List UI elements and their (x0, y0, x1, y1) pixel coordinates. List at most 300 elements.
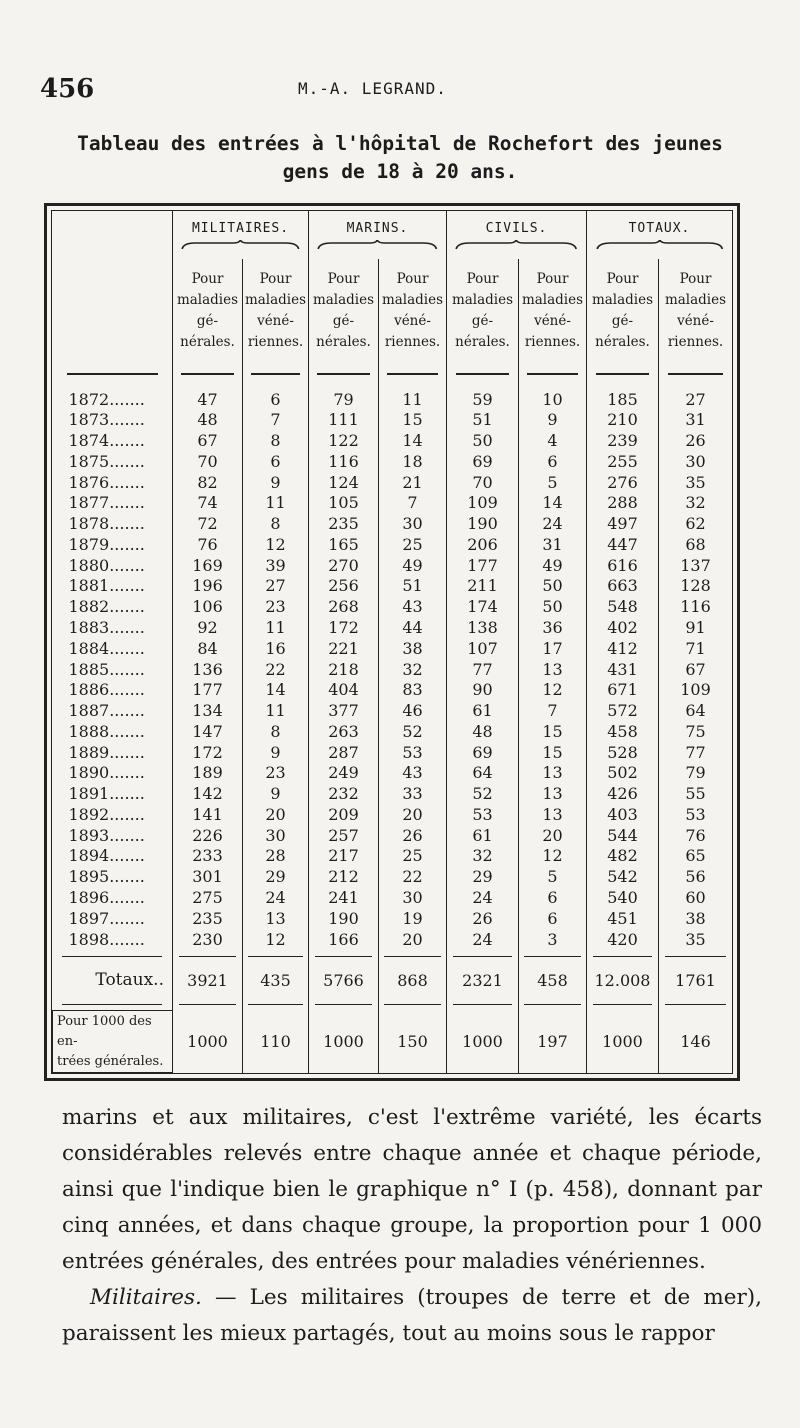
table-cell: 122 (309, 431, 379, 452)
column-rule (67, 373, 158, 375)
table-cell: 166 (309, 929, 379, 950)
separator-rule (62, 956, 162, 957)
per-1000-cell: 110 (243, 1011, 309, 1073)
table-cell: 257 (309, 825, 379, 846)
table-cell: 426 (587, 784, 659, 805)
table-cell: 196 (173, 576, 243, 597)
table-cell: 77 (659, 742, 733, 763)
row-year: 1880....... (68, 555, 145, 575)
paragraph-2-text: — Les militaires (troupes de terre et de mer), paraissent les mieux partagés, tout au moins sous le rappor (62, 1285, 762, 1346)
table-cell: 276 (587, 472, 659, 493)
row-year: 1881....... (68, 576, 145, 596)
separator-rule (453, 1004, 513, 1005)
table-cell: 30 (659, 452, 733, 473)
table-row (53, 618, 733, 639)
table-cell: 43 (379, 763, 447, 784)
brace-icon (181, 240, 300, 250)
table-cell: 91 (659, 618, 733, 639)
table-title (40, 130, 760, 186)
table-cell: 23 (243, 763, 309, 784)
table-cell: 233 (173, 846, 243, 867)
table-cell: 65 (659, 846, 733, 867)
row-year: 1876....... (68, 472, 145, 492)
table-cell: 32 (379, 659, 447, 680)
running-title-author: M.-A. LEGRAND. (298, 79, 447, 98)
separator-rule (524, 1004, 580, 1005)
table-cell: 82 (173, 472, 243, 493)
table-cell: 64 (659, 701, 733, 722)
per-1000-cell: 1000 (309, 1011, 379, 1073)
table-cell: 185 (587, 389, 659, 410)
table-row (53, 514, 733, 535)
row-year: 1873....... (68, 410, 145, 430)
table-cell: 190 (447, 514, 519, 535)
row-year: 1879....... (68, 534, 145, 554)
separator-rule (665, 1004, 726, 1005)
table-cell: 61 (447, 825, 519, 846)
table-cell: 671 (587, 680, 659, 701)
table-cell: 431 (587, 659, 659, 680)
sub-header-word: maladies (521, 292, 584, 308)
table-cell: 24 (243, 888, 309, 909)
table-cell: 230 (173, 929, 243, 950)
table-cell: 35 (659, 929, 733, 950)
sub-header-word: Pour (396, 271, 429, 287)
table-cell: 263 (309, 721, 379, 742)
table-cell: 13 (243, 908, 309, 929)
table-cell: 23 (243, 597, 309, 618)
table-cell: 84 (173, 638, 243, 659)
table-cell: 5 (519, 472, 587, 493)
table-row (53, 721, 733, 742)
table-cell: 142 (173, 784, 243, 805)
sub-header-word: véné- (677, 313, 714, 329)
per-1000-cell: 1000 (173, 1011, 243, 1073)
table-row (53, 410, 733, 431)
sub-header-venereal (519, 259, 587, 363)
table-row (53, 576, 733, 597)
table-cell: 7 (379, 493, 447, 514)
sub-header-word: nérales. (180, 334, 235, 350)
table-cell: 56 (659, 867, 733, 888)
table-cell: 12 (243, 929, 309, 950)
table-cell: 226 (173, 825, 243, 846)
separator-rule (179, 1004, 237, 1005)
table-row (53, 888, 733, 909)
column-rule (181, 373, 233, 375)
column-rule (251, 373, 300, 375)
table-row (53, 784, 733, 805)
row-year: 1872....... (68, 389, 145, 409)
table-cell: 68 (659, 535, 733, 556)
table-cell: 482 (587, 846, 659, 867)
row-year: 1890....... (68, 763, 145, 783)
sub-header-word: maladies (591, 292, 654, 308)
table-cell: 540 (587, 888, 659, 909)
table-cell: 53 (379, 742, 447, 763)
table-cell: 60 (659, 888, 733, 909)
sub-header-word: gé- (471, 313, 494, 329)
table-cell: 69 (447, 742, 519, 763)
table-cell: 107 (447, 638, 519, 659)
table-row (53, 452, 733, 473)
per-1000-cell: 1000 (587, 1011, 659, 1073)
table-cell: 53 (447, 805, 519, 826)
totals-cell: 12.008 (587, 962, 659, 998)
table-cell: 451 (587, 908, 659, 929)
sub-header-general (447, 259, 519, 363)
sub-header-word: Pour (536, 271, 569, 287)
table-cell: 128 (659, 576, 733, 597)
totals-cell: 1761 (659, 962, 733, 998)
table-cell: 15 (379, 410, 447, 431)
table-cell: 116 (309, 452, 379, 473)
table-cell: 20 (243, 805, 309, 826)
table-row (53, 805, 733, 826)
row-year: 1893....... (68, 825, 145, 845)
table-cell: 83 (379, 680, 447, 701)
row-year: 1887....... (68, 701, 145, 721)
table-cell: 403 (587, 805, 659, 826)
sub-header-word: gé- (611, 313, 634, 329)
table-cell: 9 (243, 742, 309, 763)
table-cell: 616 (587, 555, 659, 576)
table-cell: 239 (587, 431, 659, 452)
table-cell: 79 (309, 389, 379, 410)
row-year: 1894....... (68, 846, 145, 866)
table-cell: 141 (173, 805, 243, 826)
group-header-totaux: TOTAUX. (587, 211, 733, 259)
table-cell: 55 (659, 784, 733, 805)
sub-header-word: maladies (312, 292, 375, 308)
sub-header-word: maladies (664, 292, 727, 308)
table-cell: 16 (243, 638, 309, 659)
row-year: 1882....... (68, 597, 145, 617)
table-cell: 548 (587, 597, 659, 618)
table-cell: 136 (173, 659, 243, 680)
table-cell: 109 (659, 680, 733, 701)
table-cell: 270 (309, 555, 379, 576)
table-cell: 59 (447, 389, 519, 410)
table-cell: 52 (379, 721, 447, 742)
table-cell: 402 (587, 618, 659, 639)
table-row (53, 535, 733, 556)
table-cell: 33 (379, 784, 447, 805)
separator-rule (248, 1004, 303, 1005)
row-year: 1878....... (68, 514, 145, 534)
table-cell: 542 (587, 867, 659, 888)
table-cell: 11 (243, 701, 309, 722)
table-cell: 420 (587, 929, 659, 950)
sub-header-word: Pour (679, 271, 712, 287)
sub-header-word: maladies (381, 292, 444, 308)
table-cell: 76 (173, 535, 243, 556)
table-row (53, 493, 733, 514)
table-row (53, 763, 733, 784)
sub-header-word: Pour (466, 271, 499, 287)
separator-rule (384, 956, 440, 957)
table-cell: 32 (447, 846, 519, 867)
table-cell: 90 (447, 680, 519, 701)
table-cell: 13 (519, 784, 587, 805)
table-cell: 24 (519, 514, 587, 535)
table-cell: 8 (243, 721, 309, 742)
separator-rule (384, 1004, 440, 1005)
table-cell: 19 (379, 908, 447, 929)
sub-header-general (173, 259, 243, 363)
table-cell: 14 (379, 431, 447, 452)
row-year: 1883....... (68, 618, 145, 638)
row-year: 1886....... (68, 680, 145, 700)
table-row (53, 472, 733, 493)
separator-rule (62, 1004, 162, 1005)
table-cell: 29 (243, 867, 309, 888)
table-cell: 447 (587, 535, 659, 556)
table-cell: 6 (519, 888, 587, 909)
table-cell: 75 (659, 721, 733, 742)
table-cell: 18 (379, 452, 447, 473)
table-cell: 212 (309, 867, 379, 888)
table-cell: 116 (659, 597, 733, 618)
sub-header-word: maladies (176, 292, 239, 308)
table-cell: 663 (587, 576, 659, 597)
table-cell: 79 (659, 763, 733, 784)
separator-rule (453, 956, 513, 957)
separator-rule (593, 956, 653, 957)
table-cell: 17 (519, 638, 587, 659)
row-year: 1877....... (68, 493, 145, 513)
sub-header-word: nérales. (316, 334, 371, 350)
separator-rule (665, 956, 726, 957)
totals-cell: 435 (243, 962, 309, 998)
totals-cell: 458 (519, 962, 587, 998)
table-cell: 572 (587, 701, 659, 722)
row-year: 1892....... (68, 804, 145, 824)
table-cell: 12 (243, 535, 309, 556)
table-cell: 13 (519, 763, 587, 784)
table-cell: 412 (587, 638, 659, 659)
row-year: 1884....... (68, 638, 145, 658)
table-row (53, 908, 733, 929)
table-cell: 137 (659, 555, 733, 576)
table-cell: 70 (173, 452, 243, 473)
table-cell: 30 (379, 888, 447, 909)
sub-header-word: riennes. (524, 334, 581, 350)
table-cell: 30 (379, 514, 447, 535)
table-cell: 30 (243, 825, 309, 846)
table-row (53, 846, 733, 867)
per-1000-cell: 150 (379, 1011, 447, 1073)
table-cell: 70 (447, 472, 519, 493)
table-cell: 4 (519, 431, 587, 452)
table-cell: 458 (587, 721, 659, 742)
table-cell: 28 (243, 846, 309, 867)
corner-cell (53, 211, 173, 363)
page-number: 456 (40, 74, 95, 104)
table-cell: 377 (309, 701, 379, 722)
column-rule (527, 373, 578, 375)
table-cell: 27 (659, 389, 733, 410)
column-rule (456, 373, 510, 375)
table-cell: 77 (447, 659, 519, 680)
column-rule (668, 373, 724, 375)
sub-header-word: Pour (259, 271, 292, 287)
table-cell: 241 (309, 888, 379, 909)
paragraph-2 (62, 1280, 762, 1352)
separator-rule (315, 956, 373, 957)
table-cell: 11 (243, 493, 309, 514)
totals-row (53, 962, 733, 998)
separator-rule (524, 956, 580, 957)
row-year: 1895....... (68, 867, 145, 887)
separator-rule (179, 956, 237, 957)
table-cell: 62 (659, 514, 733, 535)
table-cell: 218 (309, 659, 379, 680)
table-cell: 210 (587, 410, 659, 431)
table-cell: 49 (379, 555, 447, 576)
sub-header-word: maladies (244, 292, 307, 308)
table-cell: 14 (243, 680, 309, 701)
row-year: 1896....... (68, 887, 145, 907)
table-title-line-1: Tableau des entrées à l'hôpital de Rochefort des jeunes (77, 132, 723, 155)
table-cell: 61 (447, 701, 519, 722)
table-cell: 8 (243, 514, 309, 535)
table-cell: 105 (309, 493, 379, 514)
table-cell: 206 (447, 535, 519, 556)
sub-header-word: Pour (191, 271, 224, 287)
table-cell: 288 (587, 493, 659, 514)
sub-header-venereal (379, 259, 447, 363)
table-cell: 13 (519, 805, 587, 826)
table-cell: 172 (173, 742, 243, 763)
separator-rule (593, 1004, 653, 1005)
table-cell: 31 (659, 410, 733, 431)
table-cell: 21 (379, 472, 447, 493)
table-cell: 134 (173, 701, 243, 722)
table-row (53, 742, 733, 763)
table-cell: 24 (447, 929, 519, 950)
row-year: 1874....... (68, 431, 145, 451)
table-title-line-2: gens de 18 à 20 ans. (282, 160, 518, 183)
table-cell: 9 (243, 472, 309, 493)
sub-header-venereal (659, 259, 733, 363)
table-cell: 10 (519, 389, 587, 410)
table-cell: 189 (173, 763, 243, 784)
table-cell: 71 (659, 638, 733, 659)
table-cell: 48 (447, 721, 519, 742)
sub-header-word: maladies (451, 292, 514, 308)
table-cell: 15 (519, 721, 587, 742)
table-cell: 502 (587, 763, 659, 784)
sub-header-word: véné- (257, 313, 294, 329)
per-1000-cell: 146 (659, 1011, 733, 1073)
table-cell: 6 (519, 908, 587, 929)
table-cell: 497 (587, 514, 659, 535)
table-cell: 8 (243, 431, 309, 452)
table-cell: 25 (379, 535, 447, 556)
table-row (53, 867, 733, 888)
sub-header-word: riennes. (667, 334, 724, 350)
sub-header-word: gé- (332, 313, 355, 329)
table-cell: 138 (447, 618, 519, 639)
running-head (40, 74, 760, 104)
sub-header-general (309, 259, 379, 363)
table-cell: 22 (243, 659, 309, 680)
table-cell: 528 (587, 742, 659, 763)
table-cell: 287 (309, 742, 379, 763)
table-row (53, 929, 733, 950)
table-cell: 67 (173, 431, 243, 452)
table-cell: 5 (519, 867, 587, 888)
table-cell: 92 (173, 618, 243, 639)
table-cell: 38 (379, 638, 447, 659)
table-cell: 235 (309, 514, 379, 535)
sub-header-word: Pour (327, 271, 360, 287)
table-row (53, 659, 733, 680)
table-row (53, 825, 733, 846)
sub-header-word: riennes. (247, 334, 304, 350)
table-cell: 72 (173, 514, 243, 535)
table-row (53, 431, 733, 452)
table-cell: 232 (309, 784, 379, 805)
table-row (53, 597, 733, 618)
column-rule (317, 373, 369, 375)
table-cell: 53 (659, 805, 733, 826)
table-cell: 211 (447, 576, 519, 597)
table-cell: 31 (519, 535, 587, 556)
table-cell: 29 (447, 867, 519, 888)
table-row (53, 701, 733, 722)
table-cell: 26 (447, 908, 519, 929)
statistics-table (52, 211, 732, 1073)
table-cell: 49 (519, 555, 587, 576)
table-cell: 177 (447, 555, 519, 576)
table-cell: 12 (519, 680, 587, 701)
table-row (53, 389, 733, 410)
row-year: 1889....... (68, 742, 145, 762)
table-cell: 47 (173, 389, 243, 410)
sub-header-word: riennes. (384, 334, 441, 350)
table-cell: 209 (309, 805, 379, 826)
table-cell: 74 (173, 493, 243, 514)
table-cell: 35 (659, 472, 733, 493)
table-cell: 32 (659, 493, 733, 514)
table-cell: 124 (309, 472, 379, 493)
table-row (53, 638, 733, 659)
table-cell: 20 (519, 825, 587, 846)
table-cell: 39 (243, 555, 309, 576)
table-row (53, 555, 733, 576)
table-cell: 20 (379, 805, 447, 826)
table-cell: 174 (447, 597, 519, 618)
paragraph-2-lead: Militaires. (90, 1285, 202, 1310)
sub-header-word: véné- (394, 313, 431, 329)
table-cell: 7 (243, 410, 309, 431)
totals-cell: 5766 (309, 962, 379, 998)
separator-rule (315, 1004, 373, 1005)
table-cell: 109 (447, 493, 519, 514)
body-text (62, 1100, 762, 1352)
table-cell: 111 (309, 410, 379, 431)
table-cell: 69 (447, 452, 519, 473)
row-year: 1885....... (68, 659, 145, 679)
table-cell: 221 (309, 638, 379, 659)
totals-cell: 2321 (447, 962, 519, 998)
separator-rule (248, 956, 303, 957)
group-header-civils: CIVILS. (447, 211, 587, 259)
table-cell: 15 (519, 742, 587, 763)
table-cell: 24 (447, 888, 519, 909)
